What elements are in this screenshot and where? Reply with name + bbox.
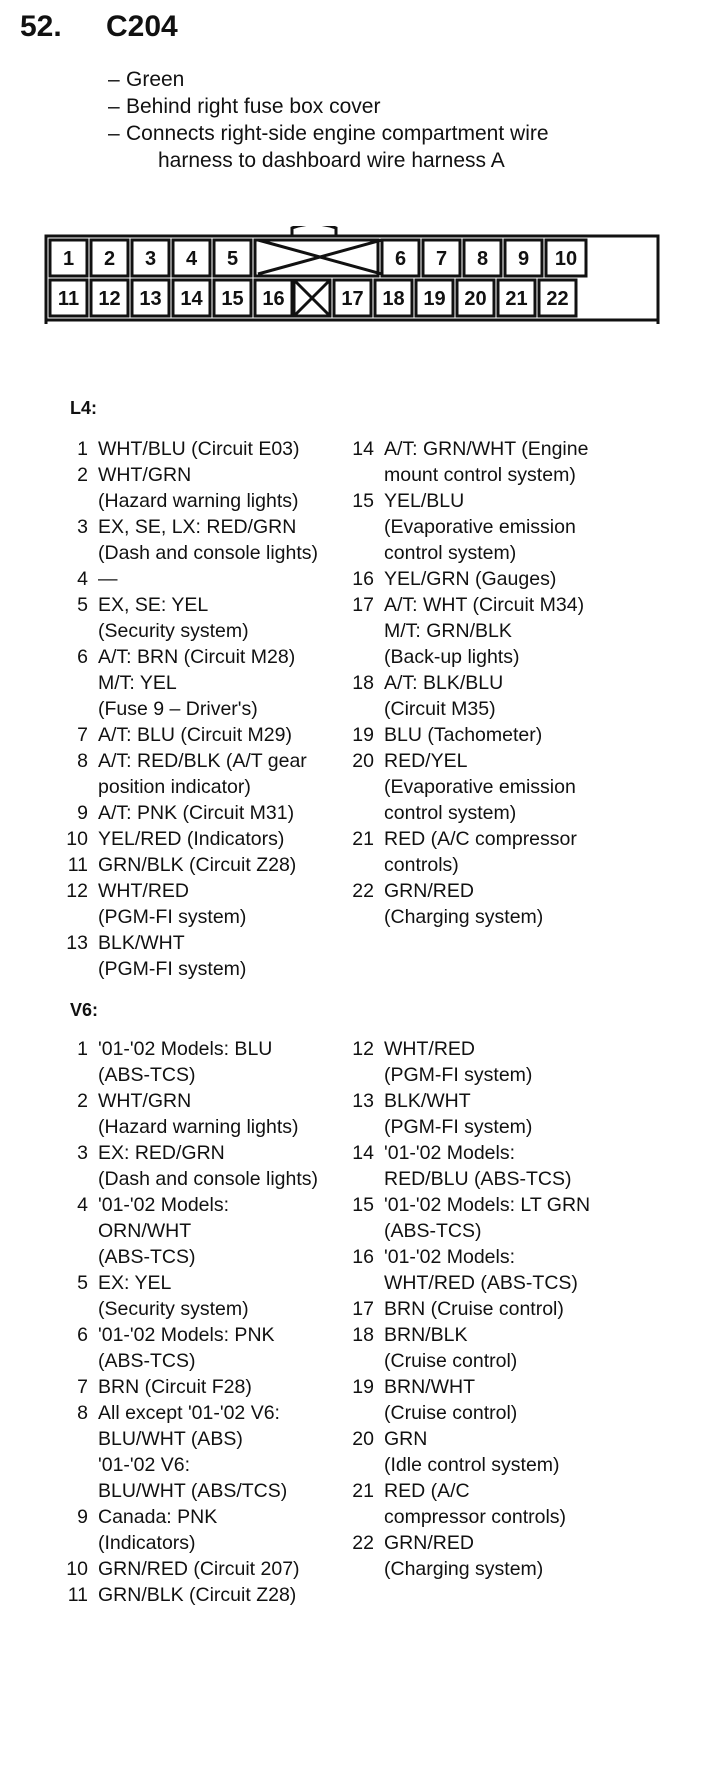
l4-pin-list-left (58, 436, 318, 982)
pin-entry (58, 748, 318, 800)
pin-description (374, 436, 588, 488)
pin-entry (58, 852, 318, 878)
pin-description (374, 1088, 532, 1140)
pin-number: 3 (77, 516, 88, 538)
pin-description-line: M/T: GRN/BLK (384, 620, 512, 642)
pin-entry (58, 1088, 318, 1140)
pin-description-line: (PGM-FI system) (98, 906, 247, 928)
pin-entry (344, 1322, 590, 1374)
pin-description-line: EX, SE, LX: RED/GRN (98, 516, 297, 538)
pin-number: 20 (352, 750, 374, 772)
pin-entry (58, 592, 318, 644)
v6-pin-list-right (344, 1036, 590, 1582)
pin-number: 2 (77, 464, 88, 486)
pin-description-line: BLU/WHT (ABS) (98, 1428, 243, 1450)
pin-number: 8 (77, 750, 88, 772)
pin-description (374, 670, 503, 722)
pin-description-line: control system) (384, 542, 517, 564)
pin-description (374, 1296, 564, 1322)
pin-description-line: ORN/WHT (98, 1220, 192, 1242)
pin-entry (58, 878, 318, 930)
pin-entry (58, 1556, 318, 1582)
pin-number: 16 (352, 1246, 374, 1268)
pin-description-line: M/T: YEL (98, 672, 177, 694)
pin-number: 21 (352, 1480, 374, 1502)
pin-entry (58, 1582, 318, 1608)
pin-description-line: (Idle control system) (384, 1454, 560, 1476)
pin-number: 9 (77, 802, 88, 824)
pin-description-line: A/T: WHT (Circuit M34) (384, 594, 585, 616)
pin-description-line: A/T: BLU (Circuit M29) (98, 724, 292, 746)
pin-description-line: (ABS-TCS) (384, 1220, 482, 1242)
pin-description-line: (Dash and console lights) (98, 1168, 319, 1190)
pin-description-line: BRN (Cruise control) (384, 1298, 564, 1320)
pin-description-line: BLK/WHT (384, 1090, 471, 1112)
section-number: 52. (20, 10, 62, 43)
pin-description-line: EX, SE: YEL (98, 594, 209, 616)
pin-description (88, 592, 249, 644)
pin-entry (58, 1140, 318, 1192)
pin-description (88, 514, 318, 566)
pin-label: 11 (57, 288, 80, 310)
pin-description-line: GRN/BLK (Circuit Z28) (98, 1584, 297, 1606)
pin-entry (344, 722, 588, 748)
pin-entry (344, 1088, 590, 1140)
pin-description (374, 1192, 590, 1244)
pin-entry (58, 722, 318, 748)
pin-description-line: (PGM-FI system) (98, 958, 247, 980)
pin-entry (58, 826, 318, 852)
pin-description-line: (Security system) (98, 1298, 249, 1320)
pin-entry (58, 1036, 318, 1088)
blocked-cavity-top (258, 240, 382, 274)
pin-label: 22 (546, 288, 569, 310)
pin-entry (344, 878, 588, 930)
pin-number: 5 (77, 594, 88, 616)
pin-label: 12 (98, 288, 121, 310)
pin-description (374, 1530, 543, 1582)
pin-description-line: WHT/RED (ABS-TCS) (384, 1272, 578, 1294)
pin-number: 6 (77, 1324, 88, 1346)
pin-number: 15 (352, 1194, 374, 1216)
pin-label: 1 (62, 248, 75, 270)
pin-description-line: (Hazard warning lights) (98, 1116, 299, 1138)
pin-description (374, 826, 577, 878)
pin-description-line: BRN (Circuit F28) (98, 1376, 252, 1398)
pin-description-line: (Indicators) (98, 1532, 196, 1554)
pin-description (374, 1478, 566, 1530)
pin-entry (344, 1036, 590, 1088)
pin-entry (344, 488, 588, 566)
pin-description-line: EX: RED/GRN (98, 1142, 225, 1164)
note-continuation: harness to dashboard wire harness A (158, 149, 505, 172)
pin-entry (344, 1296, 590, 1322)
pin-description (88, 644, 295, 722)
pin-entry (344, 1140, 590, 1192)
pin-description-line: WHT/GRN (98, 1090, 192, 1112)
pin-entry (344, 1530, 590, 1582)
pin-description-line: (Fuse 9 – Driver's) (98, 698, 258, 720)
pin-description (88, 800, 294, 826)
pin-number: 6 (77, 646, 88, 668)
pin-label: 7 (435, 248, 448, 270)
pin-description-line: A/T: GRN/WHT (Engine (384, 438, 589, 460)
pin-number: 22 (352, 880, 374, 902)
pin-description-line: (ABS-TCS) (98, 1246, 196, 1268)
pin-description-line: BRN/BLK (384, 1324, 468, 1346)
pin-description-line: WHT/RED (384, 1038, 475, 1060)
pin-entry (58, 1192, 318, 1270)
pin-description-line: GRN/BLK (Circuit Z28) (98, 854, 297, 876)
pin-number: 14 (352, 1142, 374, 1164)
pin-number: 20 (352, 1428, 374, 1450)
pin-description-line: '01-'02 Models: (384, 1246, 516, 1268)
pin-label: 20 (464, 288, 487, 310)
pin-description (88, 1192, 229, 1270)
pin-description (88, 1504, 217, 1556)
pin-description-line: (Evaporative emission (384, 776, 576, 798)
pin-entry (344, 670, 588, 722)
pin-entry (344, 1426, 590, 1478)
pin-description-line: '01-'02 Models: (384, 1142, 516, 1164)
pin-description (88, 930, 246, 982)
pin-description-line: GRN (384, 1428, 428, 1450)
pin-number: 1 (77, 1038, 88, 1060)
pin-description-line: (Circuit M35) (384, 698, 496, 720)
pin-label: 2 (103, 248, 116, 270)
pin-description-line: Canada: PNK (98, 1506, 218, 1528)
pin-number: 19 (352, 724, 374, 746)
pin-number: 18 (352, 1324, 374, 1346)
pin-number: 17 (352, 1298, 374, 1320)
pin-number: 12 (66, 880, 88, 902)
pin-description-line: (ABS-TCS) (98, 1064, 196, 1086)
pin-description (374, 1036, 532, 1088)
pin-number: 19 (352, 1376, 374, 1398)
pin-description-line: '01-'02 Models: (98, 1194, 230, 1216)
pin-description-line: A/T: PNK (Circuit M31) (98, 802, 295, 824)
pin-description (88, 1556, 300, 1582)
pin-description (374, 592, 584, 670)
pin-description (88, 1374, 252, 1400)
connector-notes (108, 66, 549, 174)
pin-description-line: controls) (384, 854, 459, 876)
pin-entry (344, 436, 588, 488)
pin-description-line: YEL/RED (Indicators) (98, 828, 285, 850)
pin-description (374, 1140, 571, 1192)
pin-description-line: GRN/RED (384, 1532, 474, 1554)
pin-number: 15 (352, 490, 374, 512)
pin-entry (58, 800, 318, 826)
pin-entry (344, 826, 588, 878)
pin-description-line: (Dash and console lights) (98, 542, 319, 564)
pin-description-line: position indicator) (98, 776, 251, 798)
pin-number: 21 (352, 828, 374, 850)
pin-entry (58, 514, 318, 566)
pin-description (88, 566, 118, 592)
pin-description-line: '01-'02 Models: LT GRN (384, 1194, 591, 1216)
pin-entry (58, 1322, 318, 1374)
pin-entry (344, 592, 588, 670)
blocked-cavity-bottom (294, 280, 330, 316)
pin-number: 17 (352, 594, 374, 616)
pin-description-line: (PGM-FI system) (384, 1116, 533, 1138)
pin-description-line: compressor controls) (384, 1506, 567, 1528)
pin-description (88, 722, 292, 748)
pin-description-line: (Back-up lights) (384, 646, 520, 668)
pin-number: 7 (77, 1376, 88, 1398)
pin-number: 18 (352, 672, 374, 694)
pin-label: 18 (382, 288, 405, 310)
pin-label: 16 (262, 288, 285, 310)
pin-entry (58, 644, 318, 722)
pin-description-line: GRN/RED (Circuit 207) (98, 1558, 300, 1580)
pin-label: 8 (476, 248, 489, 270)
pin-number: 12 (352, 1038, 374, 1060)
pin-description-line: '01-'02 Models: BLU (98, 1038, 273, 1060)
pin-label: 21 (505, 288, 528, 310)
pin-description-line: BLU/WHT (ABS/TCS) (98, 1480, 288, 1502)
connector-title: C204 (106, 10, 178, 43)
pin-label: 14 (180, 288, 203, 310)
pin-number: 11 (67, 1584, 88, 1606)
pin-label: 4 (185, 248, 198, 270)
pin-description (374, 1244, 578, 1296)
pin-label: 6 (394, 248, 407, 270)
pin-label: 15 (221, 288, 244, 310)
pin-description-line: (PGM-FI system) (384, 1064, 533, 1086)
pin-number: 4 (77, 1194, 88, 1216)
pin-description (374, 1322, 517, 1374)
pin-description-line: GRN/RED (384, 880, 474, 902)
pin-entry (58, 1400, 318, 1504)
pin-label: 5 (226, 248, 239, 270)
pin-description-line: WHT/BLU (Circuit E03) (98, 438, 300, 460)
pin-number: 4 (77, 568, 88, 590)
pin-description (88, 1582, 296, 1608)
pin-description (88, 462, 299, 514)
pin-entry (58, 1504, 318, 1556)
pin-description (374, 748, 576, 826)
l4-heading: L4: (70, 398, 97, 418)
pin-number: 22 (352, 1532, 374, 1554)
pin-label: 10 (554, 248, 578, 270)
pin-entry (58, 436, 318, 462)
pin-label: 13 (139, 288, 162, 310)
pin-description-line: BLK/WHT (98, 932, 185, 954)
pin-entry (58, 930, 318, 982)
pin-description-line: '01-'02 Models: PNK (98, 1324, 275, 1346)
pin-entry (344, 1244, 590, 1296)
pin-entry (58, 566, 318, 592)
pin-description-line: RED/BLU (ABS-TCS) (384, 1168, 572, 1190)
pin-number: 8 (77, 1402, 88, 1424)
pin-description-line: RED (A/C (384, 1480, 470, 1502)
v6-heading: V6: (70, 1000, 99, 1020)
pin-description-line: RED/YEL (384, 750, 468, 772)
pin-number: 2 (77, 1090, 88, 1112)
pin-description-line: A/T: BLK/BLU (384, 672, 504, 694)
pin-number: 13 (66, 932, 88, 954)
pin-description (88, 852, 296, 878)
pin-number: 14 (352, 438, 374, 460)
pin-description (88, 748, 307, 800)
pin-number: 1 (77, 438, 88, 460)
pin-description (374, 566, 556, 592)
pin-description-line: (Evaporative emission (384, 516, 576, 538)
pin-description (88, 1322, 275, 1374)
pin-description (374, 722, 542, 748)
pin-description-line: A/T: BRN (Circuit M28) (98, 646, 296, 668)
pin-label: 19 (423, 288, 446, 310)
pin-description-line: BLU (Tachometer) (384, 724, 543, 746)
pin-number: 13 (352, 1090, 374, 1112)
pin-description (374, 488, 576, 566)
pin-entry (344, 566, 588, 592)
v6-pin-list-left (58, 1036, 318, 1608)
pin-number: 3 (77, 1142, 88, 1164)
pin-description (374, 1374, 517, 1426)
pin-description-line: YEL/BLU (384, 490, 465, 512)
note-item: – Behind right fuse box cover (108, 95, 381, 118)
pin-entry (58, 1270, 318, 1322)
pin-description-line: RED (A/C compressor (384, 828, 577, 850)
pin-description-line: (Hazard warning lights) (98, 490, 299, 512)
pin-description (374, 878, 543, 930)
pin-number: 7 (77, 724, 88, 746)
pin-number: 10 (66, 828, 88, 850)
note-item: – Connects right-side engine compartment wire (108, 122, 549, 145)
pin-description (88, 1140, 318, 1192)
pin-description-line: WHT/RED (98, 880, 189, 902)
pin-number: 10 (66, 1558, 88, 1580)
pin-entry (344, 1478, 590, 1530)
pin-description-line: EX: YEL (98, 1272, 172, 1294)
pin-description-line: WHT/GRN (98, 464, 192, 486)
pin-description-line: (Cruise control) (384, 1350, 518, 1372)
pin-description (88, 878, 246, 930)
pin-description-line: YEL/GRN (Gauges) (384, 568, 557, 590)
pin-label: 17 (341, 288, 364, 310)
pin-entry (58, 1374, 318, 1400)
pin-number: 16 (352, 568, 374, 590)
pin-description (88, 1036, 272, 1088)
pin-number: 5 (77, 1272, 88, 1294)
pin-description (88, 1088, 299, 1140)
pin-description-line: (ABS-TCS) (98, 1350, 196, 1372)
pin-description-line: (Cruise control) (384, 1402, 518, 1424)
pin-description-line: — (98, 568, 118, 590)
pin-entry (344, 1192, 590, 1244)
pin-description-line: BRN/WHT (384, 1376, 475, 1398)
pin-number: 9 (77, 1506, 88, 1528)
pin-number: 11 (67, 854, 88, 876)
pin-entry (344, 748, 588, 826)
pin-description (88, 1400, 287, 1504)
pin-label: 9 (517, 248, 530, 270)
connector-diagram (44, 226, 660, 362)
pin-description-line: A/T: RED/BLK (A/T gear (98, 750, 307, 772)
pin-description-line: (Security system) (98, 620, 249, 642)
pin-description-line: mount control system) (384, 464, 576, 486)
pin-description-line: '01-'02 V6: (98, 1454, 191, 1476)
pin-description-line: All except '01-'02 V6: (98, 1402, 280, 1424)
pin-description-line: control system) (384, 802, 517, 824)
note-item: – Green (108, 68, 185, 91)
pin-description-line: (Charging system) (384, 1558, 544, 1580)
pin-label: 3 (144, 248, 157, 270)
pin-description (88, 1270, 249, 1322)
pin-description (88, 436, 300, 462)
pin-description-line: (Charging system) (384, 906, 544, 928)
pin-entry (344, 1374, 590, 1426)
pin-description (374, 1426, 560, 1478)
pin-entry (58, 462, 318, 514)
l4-pin-list-right (344, 436, 588, 930)
pin-description (88, 826, 284, 852)
